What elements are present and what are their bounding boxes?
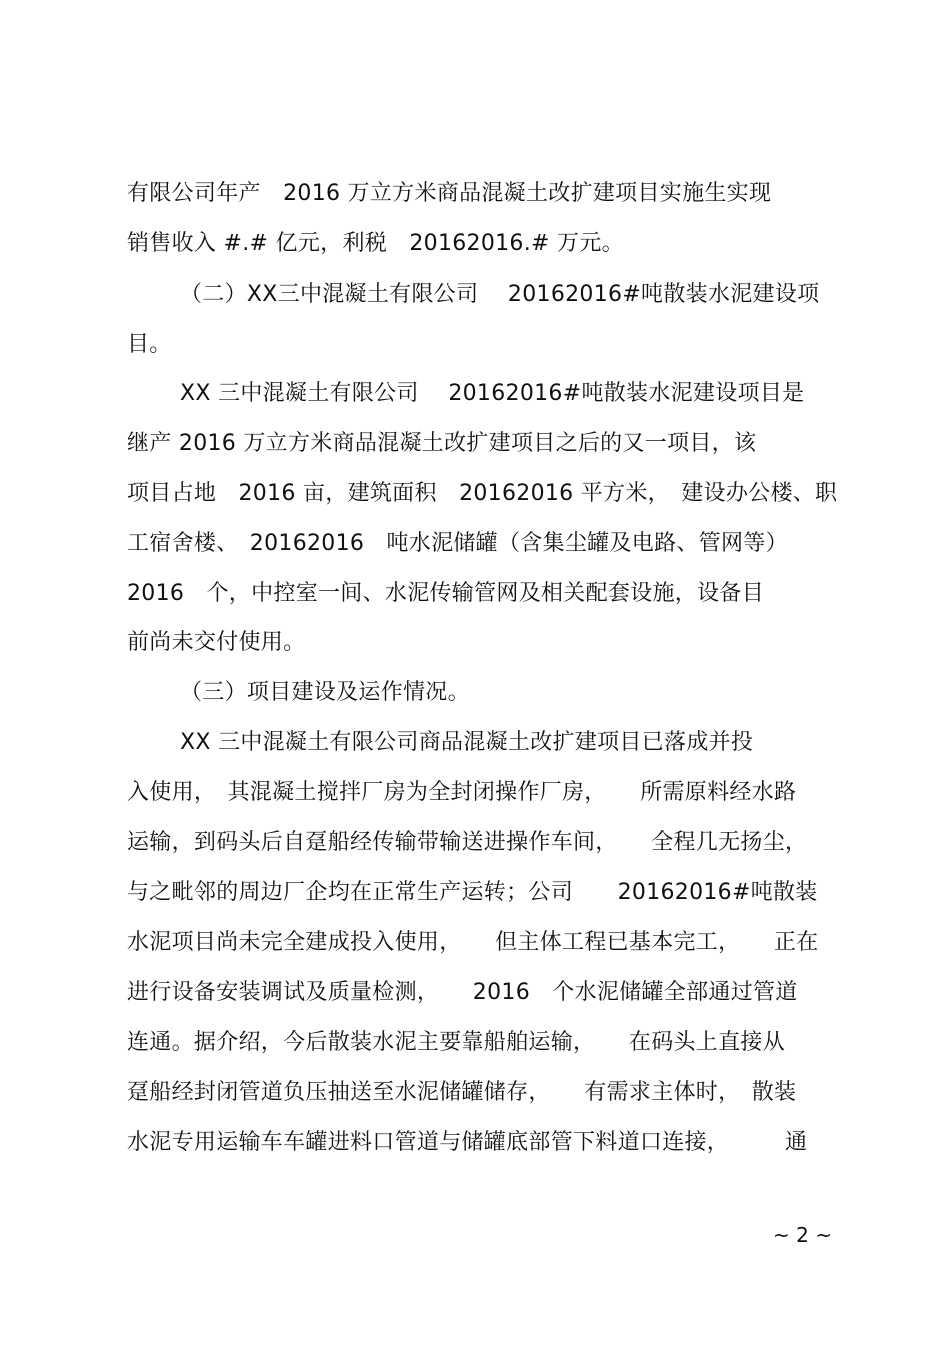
body-line-16: 水泥项目尚未完全建成投入使用， 但主体工程已基本完工， 正在	[127, 930, 819, 955]
page-number: ~ 2 ~	[773, 1223, 832, 1247]
body-line-10: 前尚未交付使用。	[127, 630, 306, 655]
section-heading-2: （二）XX三中混凝土有限公司 20162016#吨散装水泥建设项	[180, 282, 820, 307]
body-line-18: 连通。据介绍，今后散装水泥主要靠船舶运输， 在码头上直接从	[127, 1030, 786, 1055]
body-line-6: 继产 2016 万立方米商品混凝土改扩建项目之后的又一项目，该	[127, 431, 757, 456]
body-line-20: 水泥专用运输车车罐进料口管道与储罐底部管下料道口连接， 通	[127, 1130, 808, 1155]
body-line-13: 入使用， 其混凝土搅拌厂房为全封闭操作厂房， 所需原料经水路	[127, 780, 797, 805]
body-line-12: XX 三中混凝土有限公司商品混凝土改扩建项目已落成并投	[180, 730, 754, 755]
body-line-5: XX 三中混凝土有限公司 20162016#吨散装水泥建设项目是	[180, 381, 805, 406]
section-heading-3: （三）项目建设及运作情况。	[180, 680, 470, 705]
body-line-2: 销售收入 #.# 亿元，利税 20162016.# 万元。	[127, 231, 624, 256]
body-line-1: 有限公司年产 2016 万立方米商品混凝土改扩建项目实施生实现	[127, 181, 772, 206]
body-line-19: 趸船经封闭管道负压抽送至水泥储罐储存， 有需求主体时， 散装	[127, 1080, 797, 1105]
body-line-9: 2016 个，中控室一间、水泥传输管网及相关配套设施，设备目	[127, 581, 764, 606]
body-line-15: 与之毗邻的周边厂企均在正常生产运转；公司 20162016#吨散装	[127, 880, 818, 905]
body-line-7: 项目占地 2016 亩，建筑面积 20162016 平方米， 建设办公楼、职	[127, 481, 838, 506]
body-line-17: 进行设备安装调试及质量检测， 2016 个水泥储罐全部通过管道	[127, 980, 798, 1005]
body-line-14: 运输，到码头后自趸船经传输带输送进操作车间， 全程几无扬尘，	[127, 830, 808, 855]
section-heading-2-cont: 目。	[127, 332, 172, 357]
body-line-8: 工宿舍楼、 20162016 吨水泥储罐（含集尘罐及电路、管网等）	[127, 531, 788, 556]
